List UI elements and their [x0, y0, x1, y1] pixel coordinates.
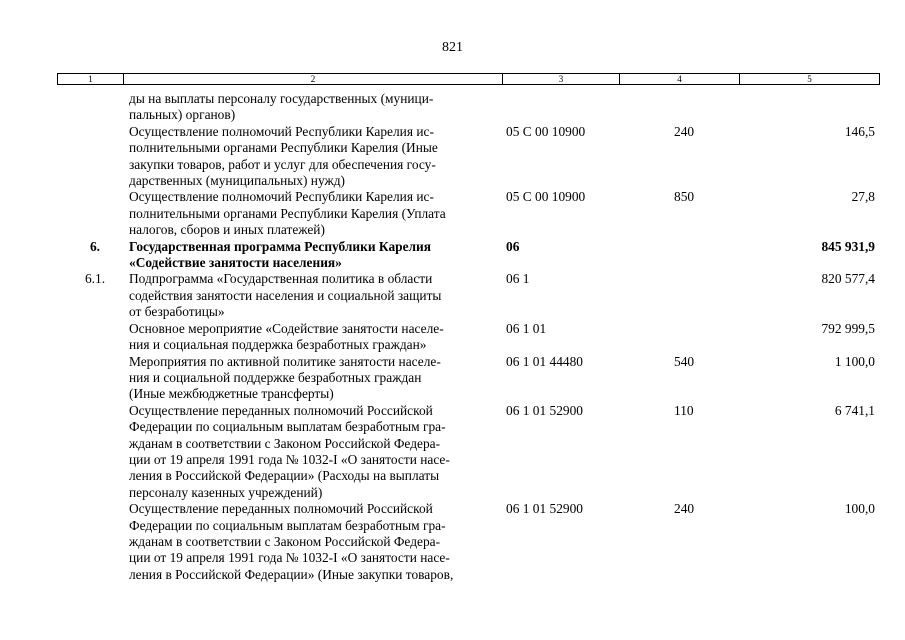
row-code: 06 1 01 44480 — [506, 353, 583, 369]
table-row — [57, 354, 879, 403]
column-header-4: 4 — [620, 74, 740, 85]
column-header-row — [57, 73, 880, 85]
column-header-3: 3 — [503, 74, 620, 85]
row-name: Осуществление полномочий Республики Карелия ис- полнительными органами Республики Карелия (Иные закупки товаров, работ и услуг для обеспечения госу- дарственных (муниципальных) нужд) — [129, 123, 438, 189]
table-row — [57, 271, 879, 320]
table-row — [57, 321, 879, 354]
table-row-program — [57, 239, 879, 272]
page-number: 821 — [442, 40, 463, 55]
row-name: Осуществление переданных полномочий Российской Федерации по социальным выплатам безработным гра- жданам в соответствии с Законом Российской Федера- ции от 19 апреля 1991 года № 1032-I «О занятости насе- ления в Российской Федерации» (Иные закупки товаров, — [129, 501, 454, 582]
row-amount: 6 741,1 — [834, 402, 875, 418]
table-row — [57, 91, 879, 124]
row-number: 6. — [89, 238, 101, 254]
row-amount: 792 999,5 — [821, 320, 875, 336]
row-code: 06 1 01 52900 — [506, 402, 583, 418]
table-row — [57, 124, 879, 190]
row-name: Осуществление переданных полномочий Российской Федерации по социальным выплатам безработным гра- жданам в соответствии с Законом Российской Федера- ции от 19 апреля 1991 года № 1032-I «О занятости насе- ления в Российской Федерации» (Расходы на выплаты персоналу казенных учреждений) — [129, 402, 450, 500]
row-type: 540 — [674, 353, 695, 369]
row-code: 06 1 01 52900 — [506, 501, 583, 517]
row-amount: 146,5 — [844, 123, 875, 139]
table-row — [57, 501, 879, 583]
row-name: Осуществление полномочий Республики Карелия ис- полнительными органами Республики Карелия (Уплата налогов, сборов и иных платежей) — [129, 189, 446, 238]
row-code: 06 — [506, 238, 520, 254]
column-header-1: 1 — [58, 74, 124, 85]
row-name: ды на выплаты персоналу государственных (муници- пальных) органов) — [129, 91, 434, 123]
row-name: Подпрограмма «Государственная политика в области содействия занятости населения и социальной защиты от безработицы» — [129, 271, 442, 320]
row-code: 06 1 01 — [506, 320, 547, 336]
row-amount: 100,0 — [844, 501, 875, 517]
row-code: 05 С 00 10900 — [506, 189, 586, 205]
row-type: 240 — [674, 501, 695, 517]
row-code: 06 1 — [506, 271, 530, 287]
row-type: 850 — [674, 189, 695, 205]
column-header-5: 5 — [740, 74, 880, 85]
row-amount: 27,8 — [851, 189, 875, 205]
row-name: Государственная программа Республики Карелия «Содействие занятости населения» — [129, 238, 432, 271]
row-amount: 1 100,0 — [834, 353, 875, 369]
row-amount: 820 577,4 — [821, 271, 875, 287]
row-code: 05 С 00 10900 — [506, 123, 586, 139]
row-number: 6.1. — [84, 271, 106, 287]
table-row — [57, 189, 879, 238]
table-row — [57, 403, 879, 501]
row-amount: 845 931,9 — [821, 238, 875, 254]
column-header-2: 2 — [124, 74, 503, 85]
row-name: Мероприятия по активной политике занятости населе- ния и социальной поддержке безработных граждан (Иные межбюджетные трансферты) — [129, 353, 441, 402]
budget-table-body — [57, 91, 879, 583]
row-type: 240 — [674, 123, 695, 139]
row-name: Основное мероприятие «Содействие занятости населе- ния и социальная поддержка безработных граждан» — [129, 320, 444, 353]
row-type: 110 — [674, 402, 694, 418]
